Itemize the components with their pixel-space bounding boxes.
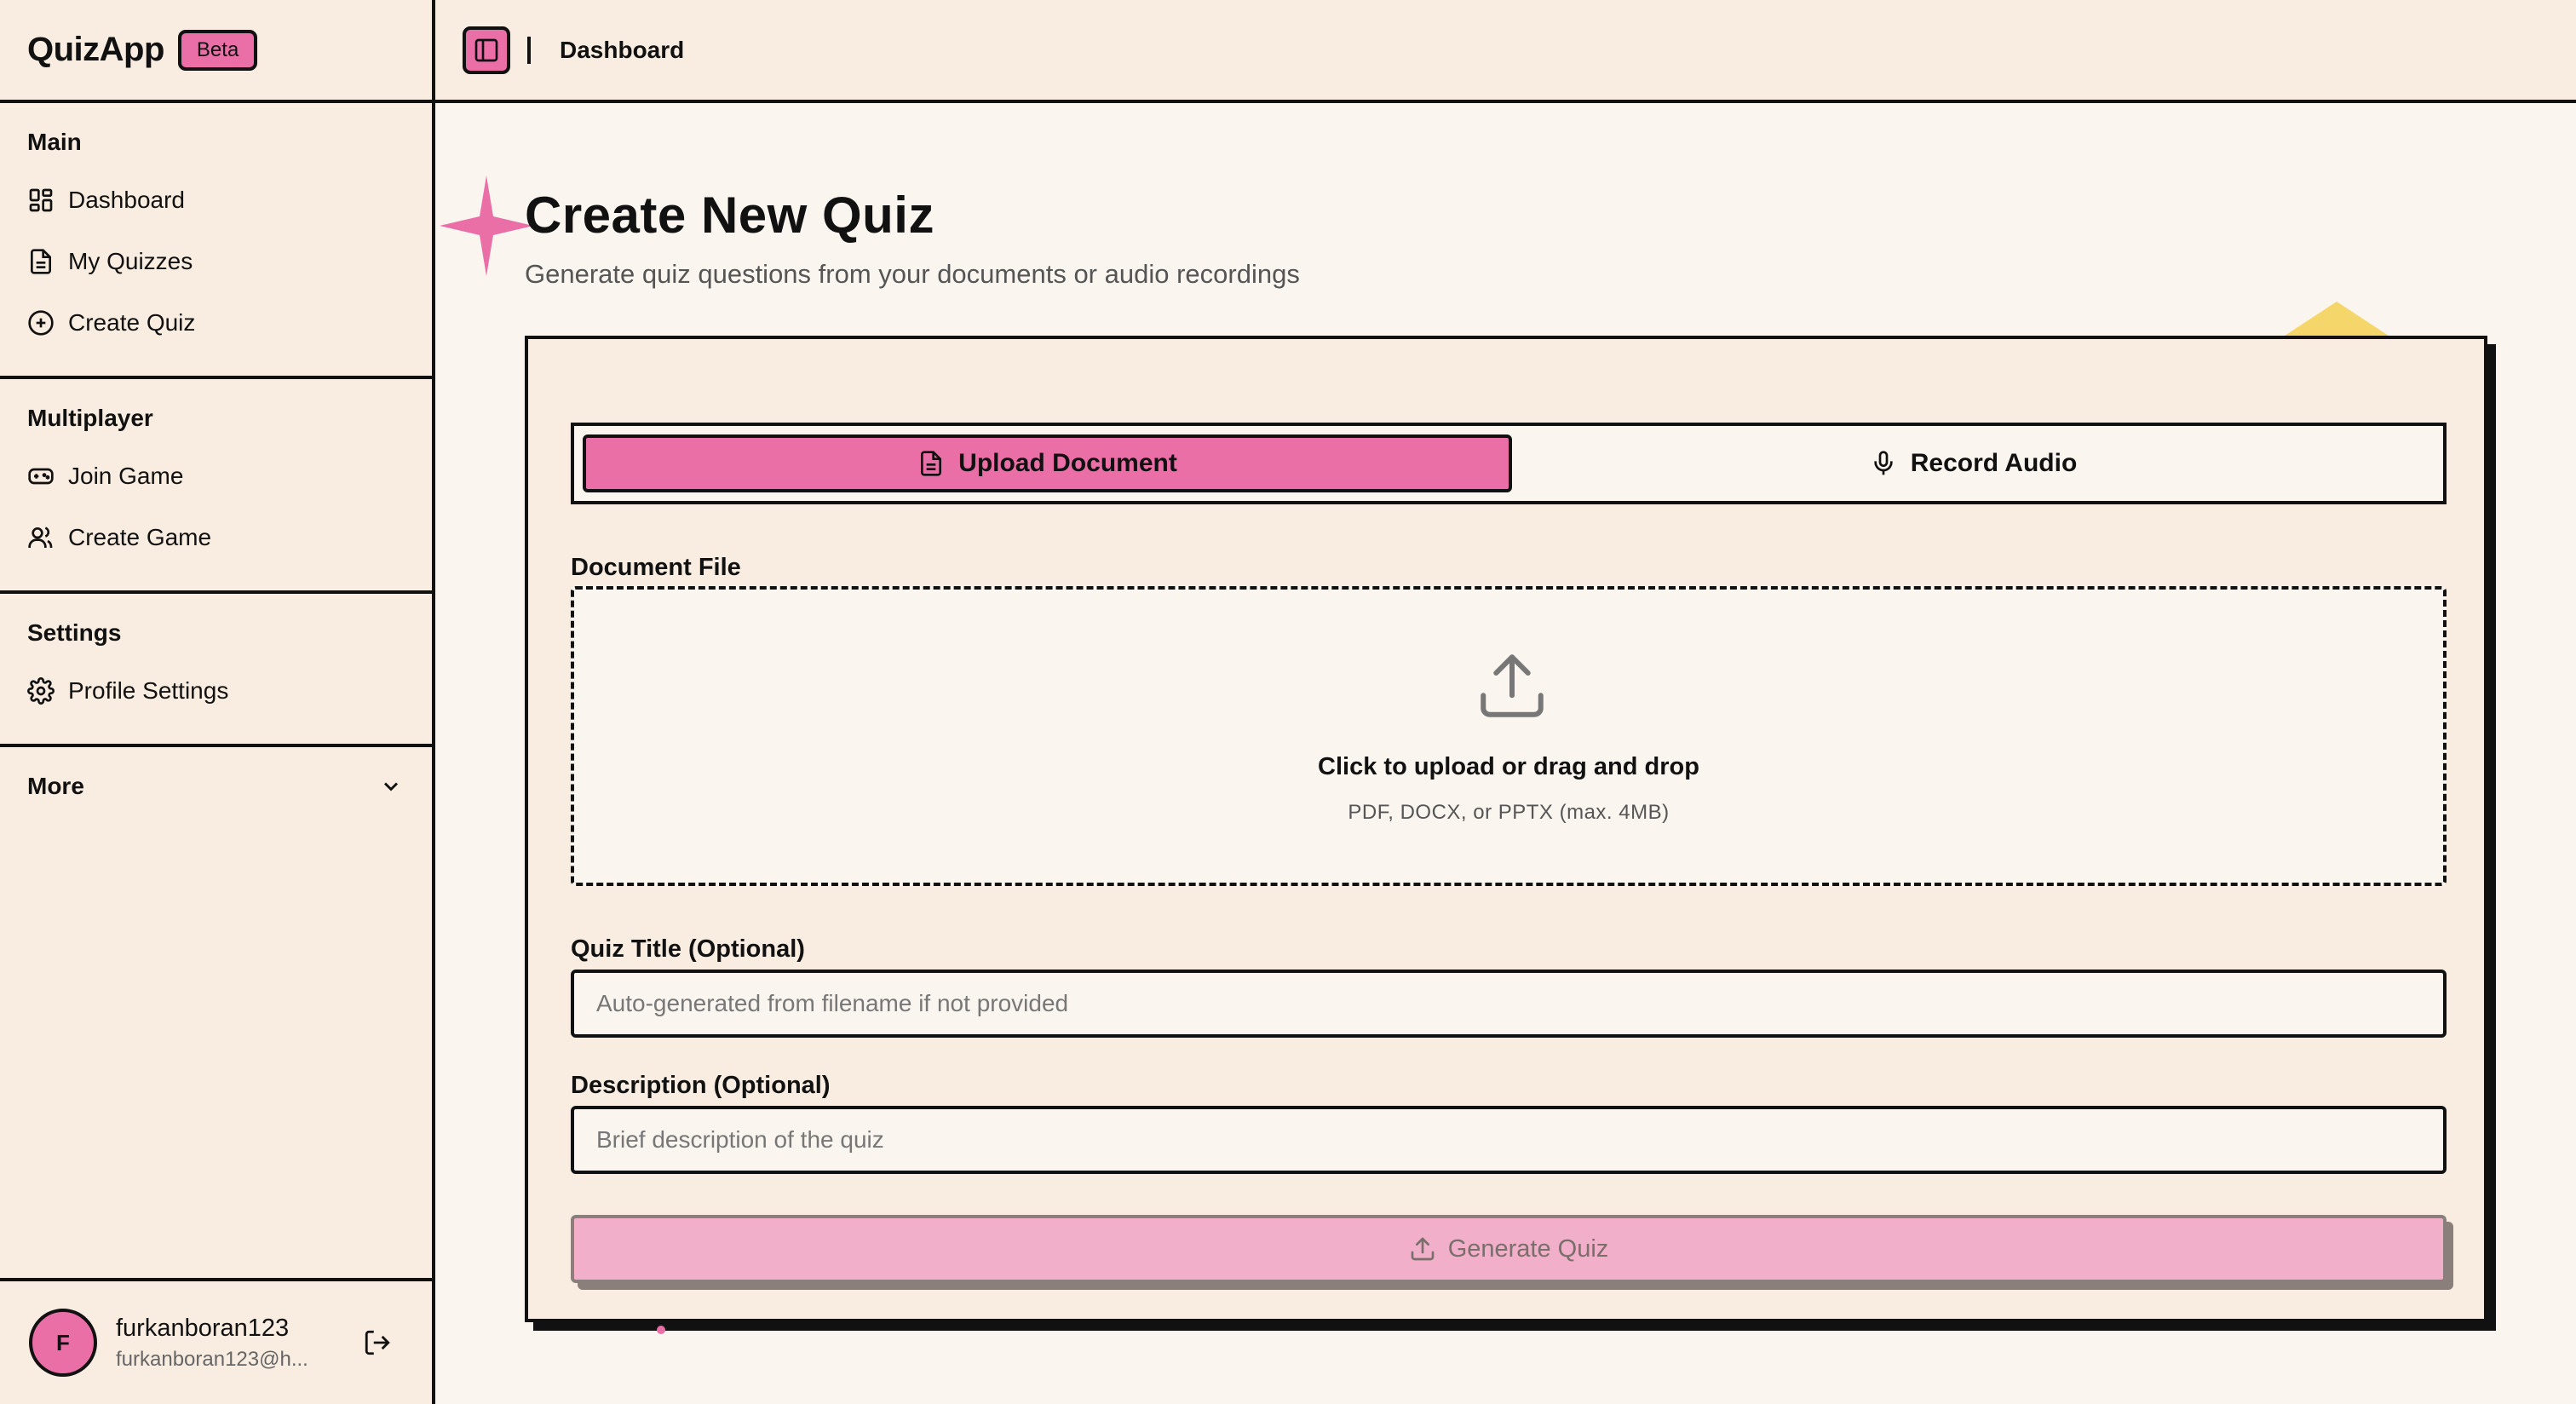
panel-left-icon	[473, 37, 500, 64]
user-email: furkanboran123@h...	[116, 1347, 308, 1371]
generate-quiz-button[interactable]	[571, 1215, 2447, 1283]
microphone-icon	[1870, 450, 1897, 477]
page-title: Create New Quiz	[525, 187, 934, 244]
sidebar-item-my-quizzes[interactable]	[0, 231, 432, 292]
nav-section-main	[0, 103, 432, 379]
dropzone-hint: PDF, DOCX, or PPTX (max. 4MB)	[1348, 801, 1670, 824]
chevron-down-icon	[379, 774, 403, 798]
upload-icon	[1409, 1235, 1436, 1263]
beta-badge: Beta	[178, 30, 257, 71]
tab-label: Record Audio	[1910, 449, 2078, 477]
document-file-label: Document File	[571, 554, 741, 581]
user-profile[interactable]	[0, 1278, 432, 1404]
more-toggle[interactable]	[0, 747, 432, 800]
document-icon	[27, 248, 55, 275]
sidebar-item-label: Create Game	[68, 524, 212, 550]
upload-icon	[1474, 647, 1550, 724]
triangle-decoration	[2280, 302, 2394, 339]
breadcrumb-divider	[527, 37, 531, 64]
sidebar-item-join-game[interactable]	[0, 446, 432, 507]
avatar[interactable]: F	[29, 1309, 97, 1377]
tab-upload-document[interactable]	[583, 434, 1512, 492]
brand	[0, 0, 432, 103]
description-input[interactable]	[571, 1106, 2447, 1174]
sparkle-decoration	[440, 176, 533, 276]
user-name: furkanboran123	[116, 1314, 290, 1342]
document-icon	[917, 450, 945, 477]
sidebar	[0, 0, 435, 1404]
more-label: More	[27, 773, 84, 799]
user-info	[116, 1315, 329, 1372]
source-tabs	[571, 423, 2447, 504]
sidebar-item-create-quiz[interactable]	[0, 292, 432, 354]
nav-section-multiplayer	[0, 379, 432, 594]
create-quiz-card	[525, 336, 2487, 1322]
plus-circle-icon	[27, 309, 55, 337]
sidebar-item-dashboard[interactable]	[0, 170, 432, 231]
sidebar-item-label: Dashboard	[68, 187, 185, 213]
app-name[interactable]: QuizApp	[27, 31, 164, 68]
description-label: Description (Optional)	[571, 1072, 831, 1099]
quiz-title-label: Quiz Title (Optional)	[571, 935, 805, 963]
sidebar-item-create-game[interactable]	[0, 507, 432, 568]
nav-heading-settings: Settings	[27, 619, 122, 646]
sidebar-item-profile-settings[interactable]	[0, 660, 432, 722]
sidebar-item-label: Join Game	[68, 463, 184, 489]
gear-icon	[27, 677, 55, 705]
dashboard-grid-icon	[27, 187, 55, 214]
sidebar-item-label: Profile Settings	[68, 677, 229, 704]
gamepad-icon	[27, 463, 55, 490]
nav-heading-multiplayer: Multiplayer	[27, 405, 153, 431]
logout-icon[interactable]	[363, 1328, 392, 1357]
topbar	[435, 0, 2576, 103]
dropzone-title: Click to upload or drag and drop	[1318, 753, 1699, 780]
generate-quiz-label: Generate Quiz	[1447, 1234, 1609, 1263]
sidebar-item-label: My Quizzes	[68, 248, 193, 274]
file-dropzone[interactable]	[571, 586, 2447, 886]
tab-record-audio[interactable]	[1512, 434, 2435, 492]
sidebar-item-label: Create Quiz	[68, 309, 196, 336]
page-subtitle: Generate quiz questions from your documents or audio recordings	[525, 259, 1300, 289]
users-icon	[27, 524, 55, 551]
sidebar-toggle-button[interactable]	[463, 26, 510, 74]
nav-heading-main: Main	[27, 129, 82, 155]
dot-decoration	[657, 1326, 665, 1334]
tab-label: Upload Document	[958, 449, 1177, 477]
breadcrumb: Dashboard	[560, 36, 685, 63]
quiz-title-input[interactable]	[571, 970, 2447, 1038]
nav-section-settings	[0, 594, 432, 747]
